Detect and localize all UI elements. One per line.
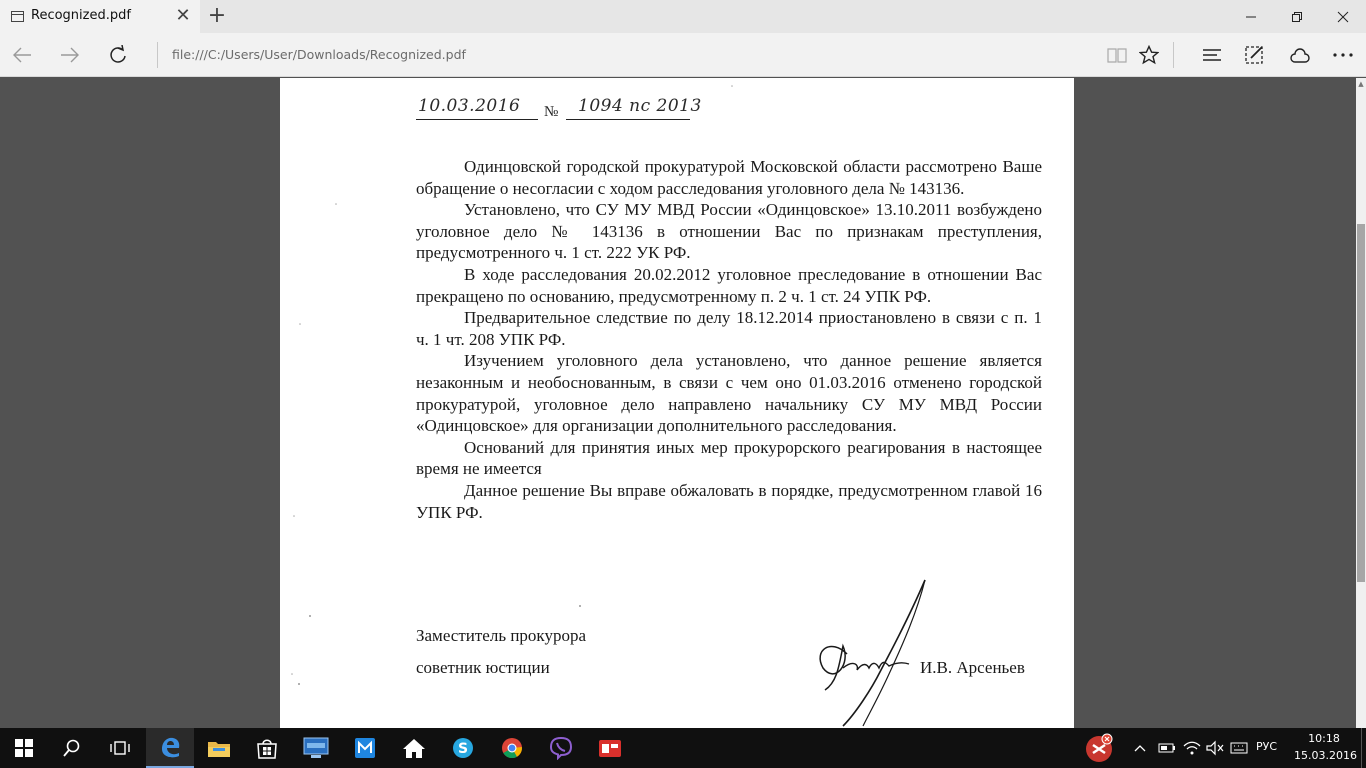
taskbar-skype[interactable] (439, 728, 487, 768)
paragraph: Оснований для принятия иных мер прокурорского реагирования в настоящее время не имеется (416, 437, 1042, 479)
viber-icon (549, 736, 573, 760)
address-divider (157, 42, 158, 68)
signer-name: И.В. Арсеньев (920, 658, 1025, 677)
refresh-icon (108, 45, 128, 65)
edge-icon (158, 735, 182, 759)
tray-red-notification-icon (1083, 732, 1115, 764)
star-icon (1139, 45, 1159, 65)
taskbar-maxthon[interactable] (341, 728, 389, 768)
home-icon (402, 737, 426, 759)
wifi-icon (1183, 740, 1201, 756)
handwritten-number: 1094 пс 2013 (578, 96, 702, 116)
hub-lines-icon (1201, 47, 1223, 63)
refresh-button[interactable] (102, 39, 134, 71)
more-dots-icon (1332, 51, 1354, 59)
keyboard-icon (1230, 742, 1248, 754)
tab-title: Recognized.pdf (31, 8, 131, 23)
more-button[interactable] (1327, 39, 1359, 71)
battery-button[interactable] (1157, 739, 1177, 757)
back-button[interactable] (6, 39, 38, 71)
signer-title-2: советник юстиции (416, 658, 550, 677)
tab-bar (0, 0, 1366, 33)
navigation-bar (0, 33, 1366, 77)
share-icon (1289, 45, 1311, 65)
taskbar-viber[interactable] (537, 728, 585, 768)
close-icon (1337, 11, 1349, 23)
vertical-scrollbar[interactable] (1356, 78, 1366, 728)
number-underline (566, 119, 690, 120)
pdf-viewer[interactable] (0, 78, 1366, 728)
pen-note-icon (1244, 45, 1266, 65)
share-button[interactable] (1284, 39, 1316, 71)
signer-title-1: Заместитель прокурора (416, 626, 586, 645)
windows-logo-icon (15, 739, 33, 757)
keyboard-button[interactable] (1229, 739, 1249, 757)
taskbar-chrome[interactable] (488, 728, 536, 768)
network-button[interactable] (1182, 739, 1202, 757)
show-hidden-icons-button[interactable] (1132, 739, 1148, 757)
task-view-button[interactable] (96, 728, 144, 768)
minimize-button[interactable] (1228, 0, 1274, 33)
taskbar-file-explorer[interactable] (195, 728, 243, 768)
paragraph: Данное решение Вы вправе обжаловать в порядке, предусмотренном главой 16 УПК РФ. (416, 480, 1042, 522)
restore-button[interactable] (1274, 0, 1320, 33)
svg-text:S: S (457, 741, 469, 757)
taskbar-home[interactable] (390, 728, 438, 768)
clock-date[interactable]: 15.03.2016 (1294, 749, 1357, 762)
scroll-up-icon[interactable]: ▲ (1358, 80, 1364, 88)
handwritten-date: 10.03.2016 (418, 96, 521, 116)
restore-icon (1291, 11, 1303, 23)
search-button[interactable] (48, 728, 96, 768)
paragraph: В ходе расследования 20.02.2012 уголовное преследование в отношении Вас прекращено по основанию, предусмотренному п. 2 ч. 1 ст. 24 УПК РФ. (416, 264, 1042, 306)
taskbar-lenovo[interactable] (292, 728, 340, 768)
new-tab-button[interactable]: + (207, 3, 227, 28)
address-url[interactable]: file:///C:/Users/User/Downloads/Recognized.pdf (172, 47, 466, 62)
tray-app-icon[interactable] (1082, 732, 1116, 764)
input-language[interactable]: РУС (1256, 740, 1278, 753)
store-bag-icon (256, 737, 278, 759)
chevron-up-icon (1134, 744, 1146, 752)
handwritten-signature (785, 578, 945, 728)
paragraph: Одинцовской городской прокуратурой Московской области рассмотрено Ваше обращение о несогласии с ходом расследования уголовного дела № 143136. (416, 157, 1042, 198)
date-underline (416, 119, 538, 120)
forward-arrow-icon (60, 47, 80, 63)
battery-icon (1158, 743, 1176, 753)
paragraph: Изучением уголовного дела установлено, что данное решение является незаконным и необоснованным, в связи с чем оно 01.03.2016 отменено городской прокуратурой, уголовное дело направлено начальнику СУ МУ МВД России «Одинцовское» для организации дополнительного расследования. (416, 351, 1042, 436)
taskbar (0, 728, 1366, 768)
paragraph: Установлено, что СУ МУ МВД России «Одинцовское» 13.10.2011 возбуждено уголовное дело № 143136 в отношении Вас по признакам преступления, предусмотренного ч. 1 ст. 222 УК РФ. (416, 200, 1042, 263)
book-icon (1106, 46, 1128, 64)
skype-icon (451, 736, 475, 760)
minimize-icon (1245, 11, 1257, 23)
close-window-button[interactable] (1320, 0, 1366, 33)
red-app-icon (598, 737, 622, 759)
back-arrow-icon (12, 47, 32, 63)
number-sign: № (544, 104, 559, 120)
search-icon (63, 739, 81, 757)
reading-view-button[interactable] (1101, 39, 1133, 71)
paragraph: Предварительное следствие по делу 18.12.2014 приостановлено в связи с п. 1 ч. 1 чт. 208 УПК РФ. (416, 308, 1042, 349)
hub-button[interactable] (1196, 39, 1228, 71)
taskbar-store[interactable] (243, 728, 291, 768)
taskbar-red-app[interactable] (586, 728, 634, 768)
chrome-icon (500, 736, 524, 760)
tab-close-icon[interactable]: ✕ (175, 5, 191, 26)
maxthon-icon (354, 737, 376, 759)
volume-muted-icon (1206, 740, 1224, 756)
start-button[interactable] (0, 728, 48, 768)
folder-icon (207, 738, 231, 758)
task-view-icon (109, 740, 131, 756)
taskbar-edge[interactable] (146, 728, 194, 768)
scroll-thumb[interactable] (1357, 224, 1365, 582)
clock-time[interactable]: 10:18 (1308, 732, 1340, 745)
toolbar-divider (1173, 42, 1174, 68)
letter-body (416, 156, 1042, 523)
lenovo-monitor-icon (303, 737, 329, 759)
favorites-button[interactable] (1133, 39, 1165, 71)
forward-button[interactable] (54, 39, 86, 71)
tab-recognized-pdf[interactable] (0, 0, 200, 33)
web-note-button[interactable] (1239, 39, 1271, 71)
show-desktop-button[interactable] (1361, 728, 1366, 768)
volume-button[interactable] (1205, 739, 1225, 757)
pdf-page (280, 78, 1074, 728)
document-tab-icon (11, 11, 24, 22)
